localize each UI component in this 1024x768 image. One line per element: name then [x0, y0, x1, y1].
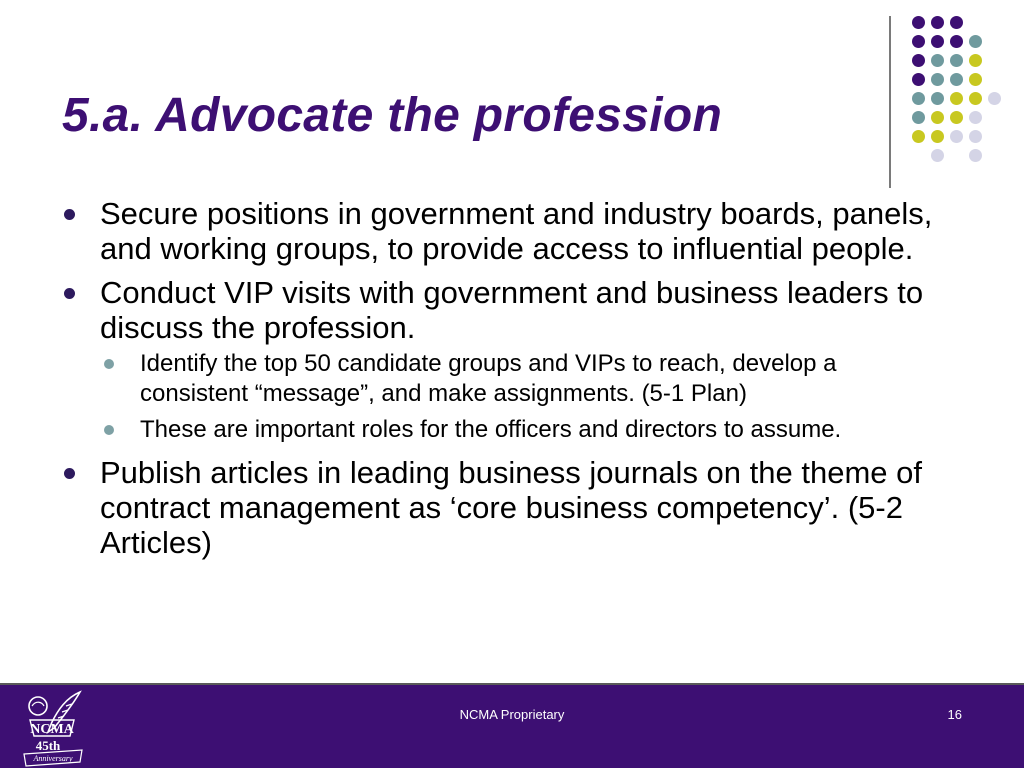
dot	[931, 149, 944, 162]
dot	[912, 111, 925, 124]
dot	[931, 92, 944, 105]
dot	[931, 54, 944, 67]
sub-bullet-dot-icon	[104, 425, 114, 435]
bullet-dot-icon	[64, 468, 75, 479]
title-divider-line	[889, 16, 891, 188]
bullet-item	[62, 196, 962, 266]
dot	[950, 111, 963, 124]
bullet-item	[62, 455, 962, 560]
sub-bullet-text: Identify the top 50 candidate groups and VIPs to reach, develop a consistent “message”, and make assignments. (5-1 Plan)	[140, 350, 837, 407]
ncma-logo-icon	[18, 688, 88, 768]
dot	[912, 130, 925, 143]
slide-footer	[0, 683, 1024, 768]
dot	[969, 92, 982, 105]
bullet-dot-icon	[64, 288, 75, 299]
slide-title: 5.a. Advocate the profession	[62, 89, 723, 142]
dot	[950, 92, 963, 105]
dot	[950, 16, 963, 29]
footer-label: NCMA Proprietary	[459, 707, 565, 722]
dot	[950, 130, 963, 143]
dot	[912, 16, 925, 29]
dot	[931, 111, 944, 124]
logo-text: NCMA	[30, 722, 74, 737]
bullet-item	[62, 275, 962, 345]
dot	[969, 111, 982, 124]
bullet-text: Conduct VIP visits with government and business leaders to discuss the profession.	[100, 275, 924, 345]
dot	[931, 35, 944, 48]
bullet-text: Publish articles in leading business journals on the theme of contract management as ‘core business competency’. (5-2 Articles)	[100, 455, 922, 560]
dot	[988, 92, 1001, 105]
page-number: 16	[947, 707, 962, 722]
dot	[950, 35, 963, 48]
sub-bullet-dot-icon	[104, 359, 114, 369]
bullet-text: Secure positions in government and industry boards, panels, and working groups, to provide access to influential people.	[100, 196, 933, 266]
dot	[912, 35, 925, 48]
sub-bullet-item	[62, 349, 962, 409]
sub-bullet-text: These are important roles for the officers and directors to assume.	[140, 416, 842, 443]
dot	[931, 130, 944, 143]
dot	[931, 16, 944, 29]
bullet-list	[62, 196, 962, 569]
dot	[950, 73, 963, 86]
dot	[969, 35, 982, 48]
dot	[969, 73, 982, 86]
dot	[969, 130, 982, 143]
logo-banner: Anniversary	[33, 754, 73, 763]
logo-years: 45th	[35, 738, 61, 753]
dot	[912, 54, 925, 67]
dot	[969, 54, 982, 67]
bullet-dot-icon	[64, 209, 75, 220]
dot	[950, 54, 963, 67]
dot	[969, 149, 982, 162]
dot	[912, 92, 925, 105]
dot	[931, 73, 944, 86]
sub-bullet-item	[62, 415, 962, 445]
dot	[912, 73, 925, 86]
